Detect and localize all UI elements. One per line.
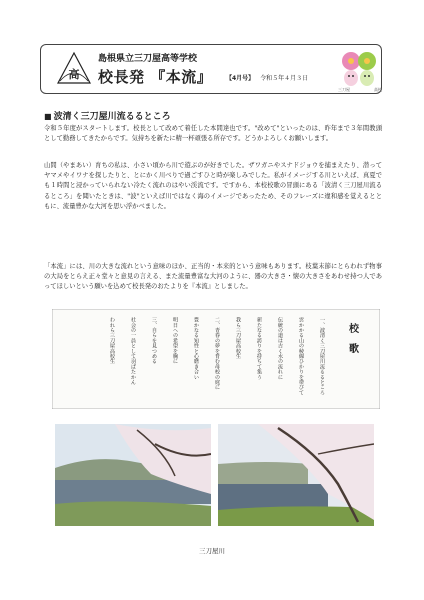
emblem-text: 高 — [68, 68, 80, 81]
river-photo-left — [55, 424, 211, 526]
newsletter-title: 校長発 『本流』 — [98, 68, 213, 86]
issue-number: 【4月号】 — [226, 75, 255, 82]
calligraphy-column: 社会の一員として羽ばたかん — [130, 317, 136, 385]
square-bullet-icon: ■ — [44, 112, 52, 121]
calligraphy-column: 伝統の道は古く水の流れに — [277, 317, 283, 380]
body-paragraph: 令和５年度がスタートします。校長として改めて着任した本間達也です。"改めて"といったのは、昨年まで３年間教頭として勤務してきたからです。気持ちを新たに精一杯頑張る所存です。どうかよろしくお願いします。 — [44, 125, 382, 143]
calligraphy-heading: 校 歌 — [346, 323, 358, 353]
school-name: 島根県立三刀屋高等学校 — [98, 54, 198, 64]
school-mascot-icon — [340, 47, 378, 89]
calligraphy-column: 三、自らを見つめる — [151, 317, 157, 364]
body-paragraph: 山間（やまあい）育ちの私は、小さい頃から川で遊ぶのが好きでした。ザワガニやスナドジョウを捕まえたり、潜ってヤマメやイワナを探したりと、とにかく川べりで過ごすひと時が楽しみでした。私がイメージする川といえば、真夏でも１時間と浸かっていられない冷たく流れのはやい渓流です。ですから、本校校歌の冒頭にある「波清く三刀屋川流るるところ」を聞いたときは、"波"といえば川ではなく海のイメージであったため、そのフレーズに違和感を覚えるとともに、流量豊かな大河を思い浮かべました。 — [44, 162, 382, 210]
photo-caption: 三刀屋川 — [199, 547, 225, 555]
issue-date: 令和５年４月３日 — [260, 75, 309, 82]
calligraphy-column: われら三刀屋高校生 — [109, 317, 115, 364]
issue-meta — [226, 73, 308, 82]
mascot-label-left: 三刀屋 — [338, 87, 350, 92]
calligraphy-column: 一、波清く三刀屋川流るるところ — [319, 317, 325, 395]
section-title: 波清く三刀屋川流るるところ — [53, 112, 171, 122]
calligraphy-column: 新たなる誇りを持ちて集う — [256, 317, 262, 380]
river-photo-right — [218, 424, 374, 526]
mascot-labels — [338, 87, 382, 93]
mascot-label-right: 高校 — [374, 87, 382, 92]
school-song-calligraphy — [52, 309, 380, 409]
body-paragraph: 「本流」には、川の大きな流れという意味のほか、正当的・本来的という意味もあります。枝葉末節にとらわれず物事の大局をとらえ正々堂々と意見の言える、また流量豊富な大河のように、器の大きさ・懐の大きさをあわせ持つ人であってほしいという願いを込めて校長発のおたよりを『本流』としました。 — [44, 263, 382, 291]
calligraphy-column: 明日への希望を胸に — [172, 317, 178, 364]
calligraphy-column: 二、青春の夢を育む母校の庭に — [214, 317, 220, 390]
calligraphy-column: 雲かかる山の稜線ひかりを帯びて — [298, 317, 304, 395]
calligraphy-column: 豊かなる知性と心磨き合い — [193, 317, 199, 380]
section-heading — [44, 109, 171, 122]
calligraphy-column: 我ら三刀屋高校生 — [235, 317, 241, 359]
school-emblem-icon — [56, 51, 92, 87]
